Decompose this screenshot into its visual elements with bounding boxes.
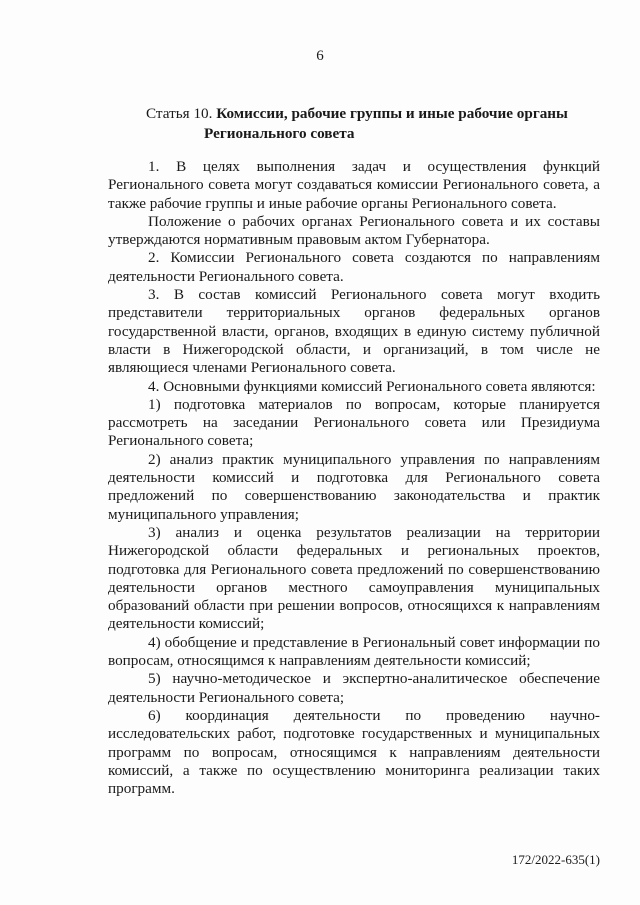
article-number: Статья 10. — [146, 105, 213, 122]
paragraph: 3) анализ и оценка результатов реализации на территории Нижегородской области федеральных и региональных проектов, подготовка для Регионального совета предложений по совершенствованию деятельности органов местного самоуправления муниципальных образований области при решении вопросов, относящихся к направлениям деятельности комиссий; — [108, 523, 600, 633]
article-heading — [108, 104, 600, 144]
paragraph: 4. Основными функциями комиссий Регионального совета являются: — [148, 377, 596, 395]
paragraph: 6) координация деятельности по проведению научно-исследовательских работ, подготовке государственных и муниципальных программ по вопросам, относящимся к направлениям деятельности комиссий, а также по осуществлению мониторинга реализации таких программ. — [108, 706, 600, 798]
paragraph: 1) подготовка материалов по вопросам, которые планируется рассмотреть на заседании Регионального совета или Президиума Регионального совета; — [108, 395, 600, 450]
paragraph: 1. В целях выполнения задач и осуществления функций Регионального совета могут создаваться комиссии Регионального совета, а также рабочие группы и иные рабочие органы Регионального совета. — [108, 158, 600, 212]
article-heading-line1 — [108, 104, 600, 124]
article-body — [108, 158, 600, 798]
article-title-part1: Комиссии, рабочие группы и иные рабочие органы — [216, 105, 568, 122]
paragraph: 2) анализ практик муниципального управления по направлениям деятельности комиссий и подготовка для Регионального совета предложений по совершенствованию законодательства и практик муниципального управления; — [108, 450, 600, 523]
paragraph: 3. В состав комиссий Регионального совета могут входить представители территориальных органов федеральных органов государственной власти, органов, входящих в единую систему публичной власти в Нижегородской области, и организаций, в том числе не являющиеся членами Регионального совета. — [108, 286, 600, 377]
article-title-part2: Регионального совета — [204, 125, 355, 142]
page-number: 6 — [316, 48, 324, 64]
paragraph: 2. Комиссии Регионального совета создаются по направлениям деятельности Регионального совета. — [108, 249, 600, 285]
document-code: 172/2022-635(1) — [511, 852, 600, 867]
paragraph: 4) обобщение и представление в Региональный совет информации по вопросам, относящимся к направлениям деятельности комиссий; — [108, 633, 600, 670]
paragraph: Положение о рабочих органах Регионального совета и их составы утверждаются нормативным правовым актом Губернатора. — [108, 212, 600, 249]
paragraph: 5) научно-методическое и экспертно-аналитическое обеспечение деятельности Регионального совета; — [108, 670, 600, 706]
